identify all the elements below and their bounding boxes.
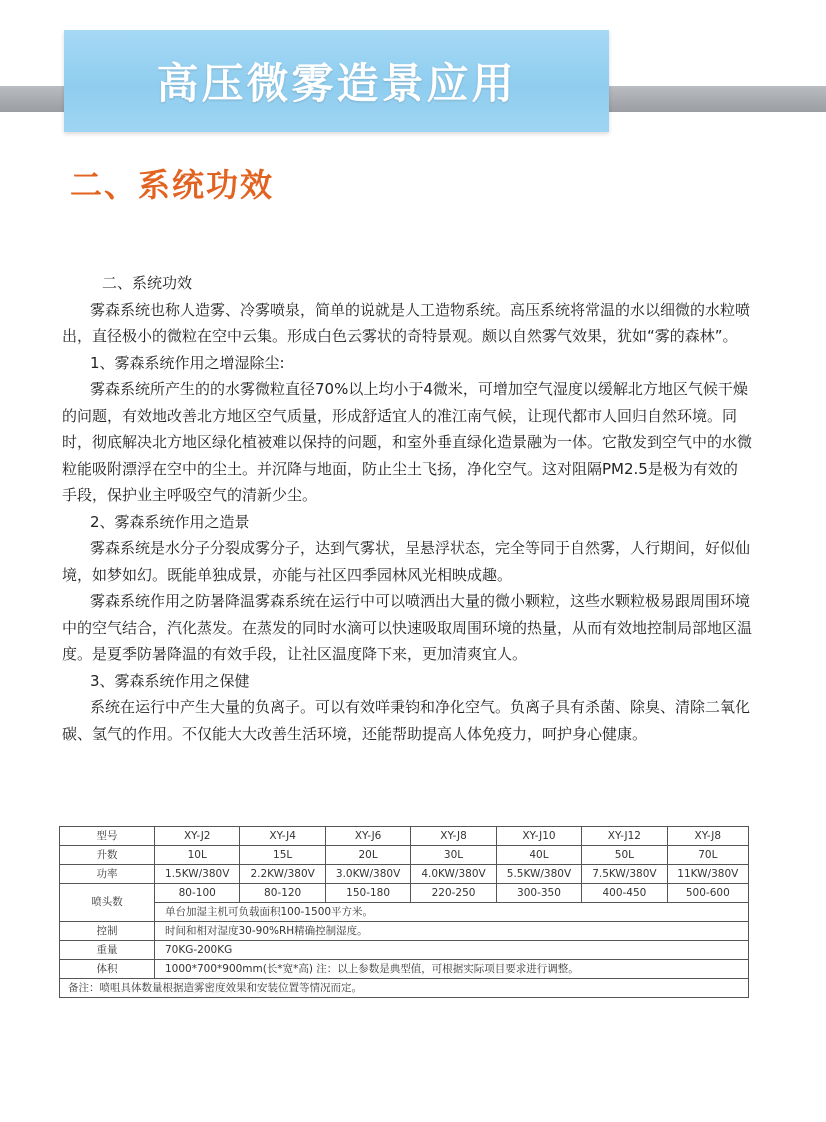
table-cell: 30L	[411, 846, 496, 865]
table-cell: 15L	[240, 846, 325, 865]
row-label: 升数	[60, 846, 155, 865]
row-label: 功率	[60, 865, 155, 884]
table-row	[60, 979, 749, 998]
table-cell: 时间和相对湿度30-90%RH精确控制湿度。	[155, 922, 749, 941]
paragraph: 系统在运行中产生大量的负离子。可以有效咩秉钧和净化空气。负离子具有杀菌、除臭、清除二氧化碳、氢气的作用。不仅能大大改善生活环境，还能帮助提高人体免疫力，呵护身心健康。	[62, 698, 751, 743]
table-cell: 70L	[667, 846, 748, 865]
title-banner	[64, 30, 609, 132]
table-cell: 7.5KW/380V	[582, 865, 667, 884]
table-cell: 20L	[325, 846, 410, 865]
subheading: 二、系统功效	[102, 274, 193, 292]
table-cell: 4.0KW/380V	[411, 865, 496, 884]
table-row	[60, 903, 749, 922]
table-cell: 400-450	[582, 884, 667, 903]
table-row	[60, 922, 749, 941]
table-cell: 220-250	[411, 884, 496, 903]
table-cell: 50L	[582, 846, 667, 865]
table-cell: XY-J8	[667, 827, 748, 846]
table-cell: 3.0KW/380V	[325, 865, 410, 884]
table-cell: 1.5KW/380V	[155, 865, 240, 884]
table-cell: 300-350	[496, 884, 581, 903]
page-title: 高压微雾造景应用	[156, 59, 517, 108]
table-cell: 80-100	[155, 884, 240, 903]
table-row	[60, 884, 749, 903]
table-cell: 单台加湿主机可负载面积100-1500平方米。	[155, 903, 749, 922]
table-row	[60, 960, 749, 979]
table-cell: 1000*700*900mm(长*宽*高) 注：以上参数是典型值，可根据实际项目要求进行调整。	[155, 960, 749, 979]
table-row	[60, 827, 749, 846]
table-cell: 10L	[155, 846, 240, 865]
paragraph: 雾森系统是水分子分裂成雾分子，达到气雾状，呈悬浮状态，完全等同于自然雾，人行期间，好似仙境，如梦如幻。既能单独成景，亦能与社区四季园林风光相映成趣。	[62, 539, 751, 584]
table-row	[60, 865, 749, 884]
row-label: 控制	[60, 922, 155, 941]
table-cell: XY-J4	[240, 827, 325, 846]
subheading: 2、雾森系统作用之造景	[90, 512, 250, 531]
table-cell: 80-120	[240, 884, 325, 903]
table-cell: 500-600	[667, 884, 748, 903]
row-label: 体积	[60, 960, 155, 979]
table-cell: XY-J10	[496, 827, 581, 846]
table-row	[60, 941, 749, 960]
table-cell: 5.5KW/380V	[496, 865, 581, 884]
table-cell: XY-J8	[411, 827, 496, 846]
table-cell: 11KW/380V	[667, 865, 748, 884]
subheading: 3、雾森系统作用之保健	[90, 671, 250, 690]
table-cell: XY-J12	[582, 827, 667, 846]
paragraph: 雾森系统作用之防暑降温雾森系统在运行中可以喷洒出大量的微小颗粒，这些水颗粒极易跟周围环境中的空气结合，汽化蒸发。在蒸发的同时水滴可以快速吸取周围环境的热量，从而有效地控制局部地区温度。是夏季防暑降温的有效手段，让社区温度降下来，更加清爽宜人。	[62, 592, 753, 663]
paragraph: 雾森系统也称人造雾、冷雾喷泉，简单的说就是人工造物系统。高压系统将常温的水以细微的水粒喷出，直径极小的微粒在空中云集。形成白色云雾状的奇特景观。颇以自然雾气效果，犹如“雾的森林”。	[62, 300, 751, 345]
table-row	[60, 846, 749, 865]
table-cell: 2.2KW/380V	[240, 865, 325, 884]
section-heading: 二、系统功效	[70, 166, 275, 204]
table-cell: XY-J6	[325, 827, 410, 846]
row-label: 重量	[60, 941, 155, 960]
paragraph: 雾森系统所产生的的水雾微粒直径70%以上均小于4微米，可增加空气湿度以缓解北方地区气候干燥的问题，有效地改善北方地区空气质量，形成舒适宜人的准江南气候，让现代都市人回归自然环境。同时，彻底解决北方地区绿化植被难以保持的问题，和室外垂直绿化造景融为一体。它散发到空气中的水微粒能吸附漂浮在空中的尘土。并沉降与地面，防止尘土飞扬，净化空气。这对阻隔PM2.5是极为有效的手段，保护业主呼吸空气的清新少尘。	[62, 380, 753, 504]
table-cell: XY-J2	[155, 827, 240, 846]
spec-table	[59, 826, 749, 998]
table-cell: 150-180	[325, 884, 410, 903]
row-label: 喷头数	[60, 884, 155, 922]
table-cell: 70KG-200KG	[155, 941, 749, 960]
body-text	[62, 270, 752, 747]
subheading: 1、雾森系统作用之增湿除尘:	[90, 353, 285, 372]
table-cell: 40L	[496, 846, 581, 865]
row-label: 型号	[60, 827, 155, 846]
table-remark: 备注：喷咀具体数量根据造雾密度效果和安装位置等情况而定。	[60, 979, 749, 998]
